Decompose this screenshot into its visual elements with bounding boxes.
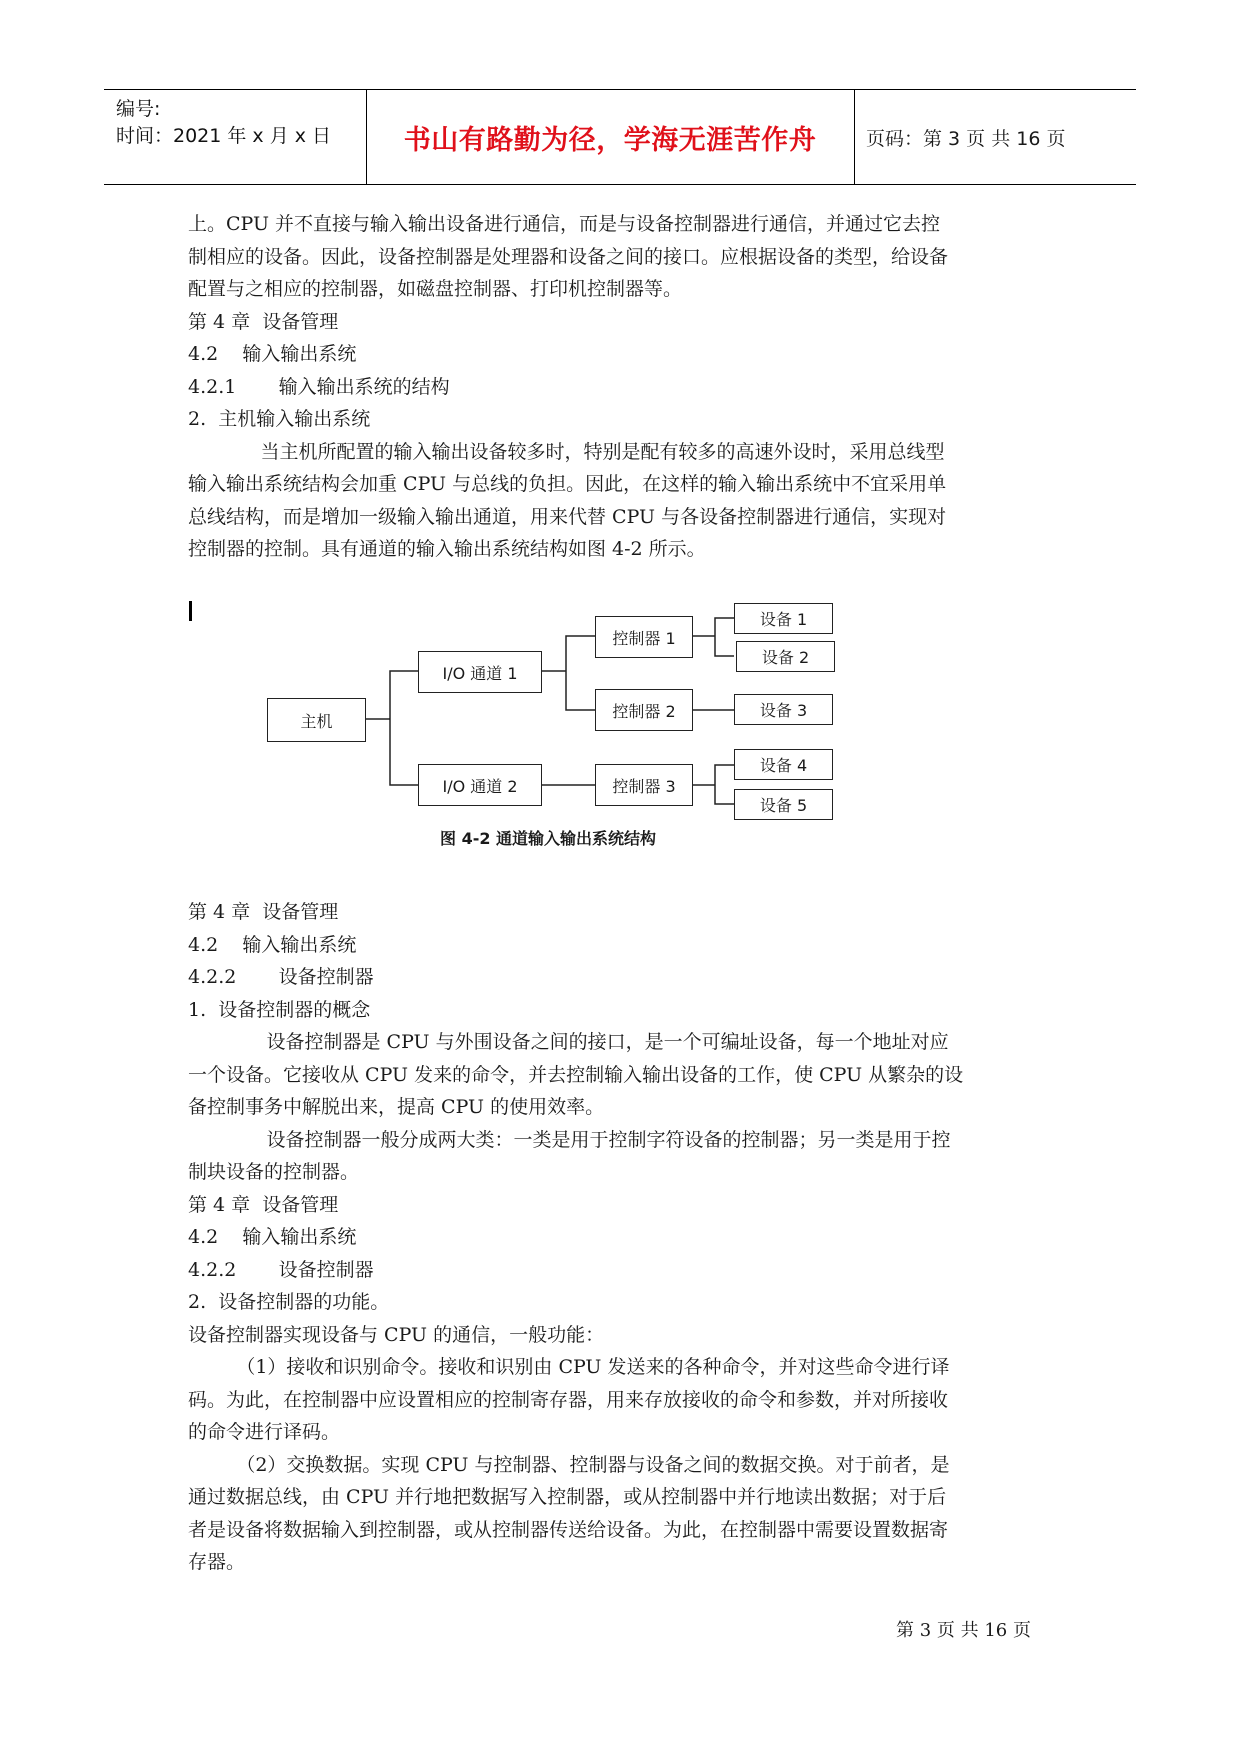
topic-heading: 2. 设备控制器的功能。 [188, 1291, 390, 1313]
text-line: 输入输出系统结构会加重 CPU 与总线的负担。因此，在这样的输入输出系统中不宜采用单 [188, 473, 947, 495]
text-line: 制块设备的控制器。 [188, 1161, 360, 1183]
page-footer: 第 3 页 共 16 页 [896, 1620, 1031, 1641]
controller-1-box: 控制器 1 [595, 616, 693, 658]
text-line: 设备控制器实现设备与 CPU 的通信，一般功能： [188, 1323, 605, 1346]
device-4-box: 设备 4 [734, 749, 833, 780]
device-3-box: 设备 3 [734, 694, 833, 725]
io-structure-diagram [260, 596, 840, 861]
chapter-heading: 第 4 章 设备管理 [188, 310, 339, 333]
text-line: 上。CPU 并不直接与输入输出设备进行通信，而是与设备控制器进行通信，并通过它去控 [188, 213, 941, 235]
device-1-box: 设备 1 [734, 603, 833, 634]
text-line: 存器。 [188, 1551, 246, 1573]
body-block-2 [188, 896, 1054, 1579]
text-line: 总线结构，而是增加一级输入输出通道，用来代替 CPU 与各设备控制器进行通信，实现对 [188, 505, 947, 528]
motto-text: 书山有路勤为径，学海无涯苦作舟 [403, 124, 817, 156]
text-line: 通过数据总线，由 CPU 并行地把数据写入控制器，或从控制器中并行地读出数据；对于后 [188, 1486, 947, 1508]
figure-caption: 图 4-2 通道输入输出系统结构 [440, 829, 657, 848]
text-line: 设备控制器一般分成两大类：一类是用于控制字符设备的控制器；另一类是用于控 [188, 1128, 951, 1151]
text-line: （2）交换数据。实现 CPU 与控制器、控制器与设备之间的数据交换。对于前者，是 [188, 1453, 950, 1476]
topic-heading: 1. 设备控制器的概念 [188, 998, 371, 1021]
header-page-cell [854, 90, 1136, 184]
device-5-box: 设备 5 [734, 789, 833, 820]
chapter-heading: 第 4 章 设备管理 [188, 1193, 339, 1216]
subsection-heading: 4.2.2 设备控制器 [188, 1258, 374, 1281]
subsection-heading: 4.2.2 设备控制器 [188, 966, 374, 988]
controller-3-box: 控制器 3 [595, 764, 693, 806]
page-header [104, 89, 1136, 185]
header-left-cell [104, 90, 367, 184]
section-heading: 4.2 输入输出系统 [188, 1226, 357, 1248]
text-line: （1）接收和识别命令。接收和识别由 CPU 发送来的各种命令，并对这些命令进行译 [188, 1356, 950, 1378]
text-line: 码。为此，在控制器中应设置相应的控制寄存器，用来存放接收的命令和参数，并对所接收 [188, 1388, 949, 1411]
topic-heading: 2. 主机输入输出系统 [188, 408, 371, 430]
text-cursor [189, 601, 192, 621]
header-page-info: 页码：第 3 页 共 16 页 [866, 127, 1066, 150]
device-2-box: 设备 2 [736, 641, 835, 672]
text-line: 制相应的设备。因此，设备控制器是处理器和设备之间的接口。应根据设备的类型，给设备 [188, 245, 949, 268]
body-block-1 [188, 208, 1054, 566]
chapter-heading: 第 4 章 设备管理 [188, 901, 339, 923]
text-line: 配置与之相应的控制器，如磁盘控制器、打印机控制器等。 [188, 278, 683, 300]
subsection-heading: 4.2.1 输入输出系统的结构 [188, 375, 450, 398]
doc-time-label: 时间：2021 年 x 月 x 日 [116, 125, 332, 147]
host-box: 主机 [267, 698, 366, 742]
controller-2-box: 控制器 2 [595, 689, 693, 731]
channel-1-box: I/O 通道 1 [418, 651, 542, 693]
header-motto-cell [366, 90, 855, 184]
text-line: 者是设备将数据输入到控制器，或从控制器传送给设备。为此，在控制器中需要设置数据寄 [188, 1518, 949, 1541]
text-line: 备控制事务中解脱出来，提高 CPU 的使用效率。 [188, 1096, 605, 1118]
text-line: 控制器的控制。具有通道的输入输出系统结构如图 4-2 所示。 [188, 538, 706, 560]
text-line: 设备控制器是 CPU 与外围设备之间的接口，是一个可编址设备，每一个地址对应 [188, 1031, 949, 1053]
doc-number-label: 编号: [116, 98, 161, 120]
text-line: 一个设备。它接收从 CPU 发来的命令，并去控制输入输出设备的工作，使 CPU 从繁杂的设 [188, 1063, 964, 1086]
text-line: 的命令进行译码。 [188, 1421, 341, 1443]
section-heading: 4.2 输入输出系统 [188, 933, 357, 956]
text-line: 当主机所配置的输入输出设备较多时，特别是配有较多的高速外设时，采用总线型 [188, 440, 945, 463]
channel-2-box: I/O 通道 2 [418, 764, 542, 806]
section-heading: 4.2 输入输出系统 [188, 343, 357, 365]
